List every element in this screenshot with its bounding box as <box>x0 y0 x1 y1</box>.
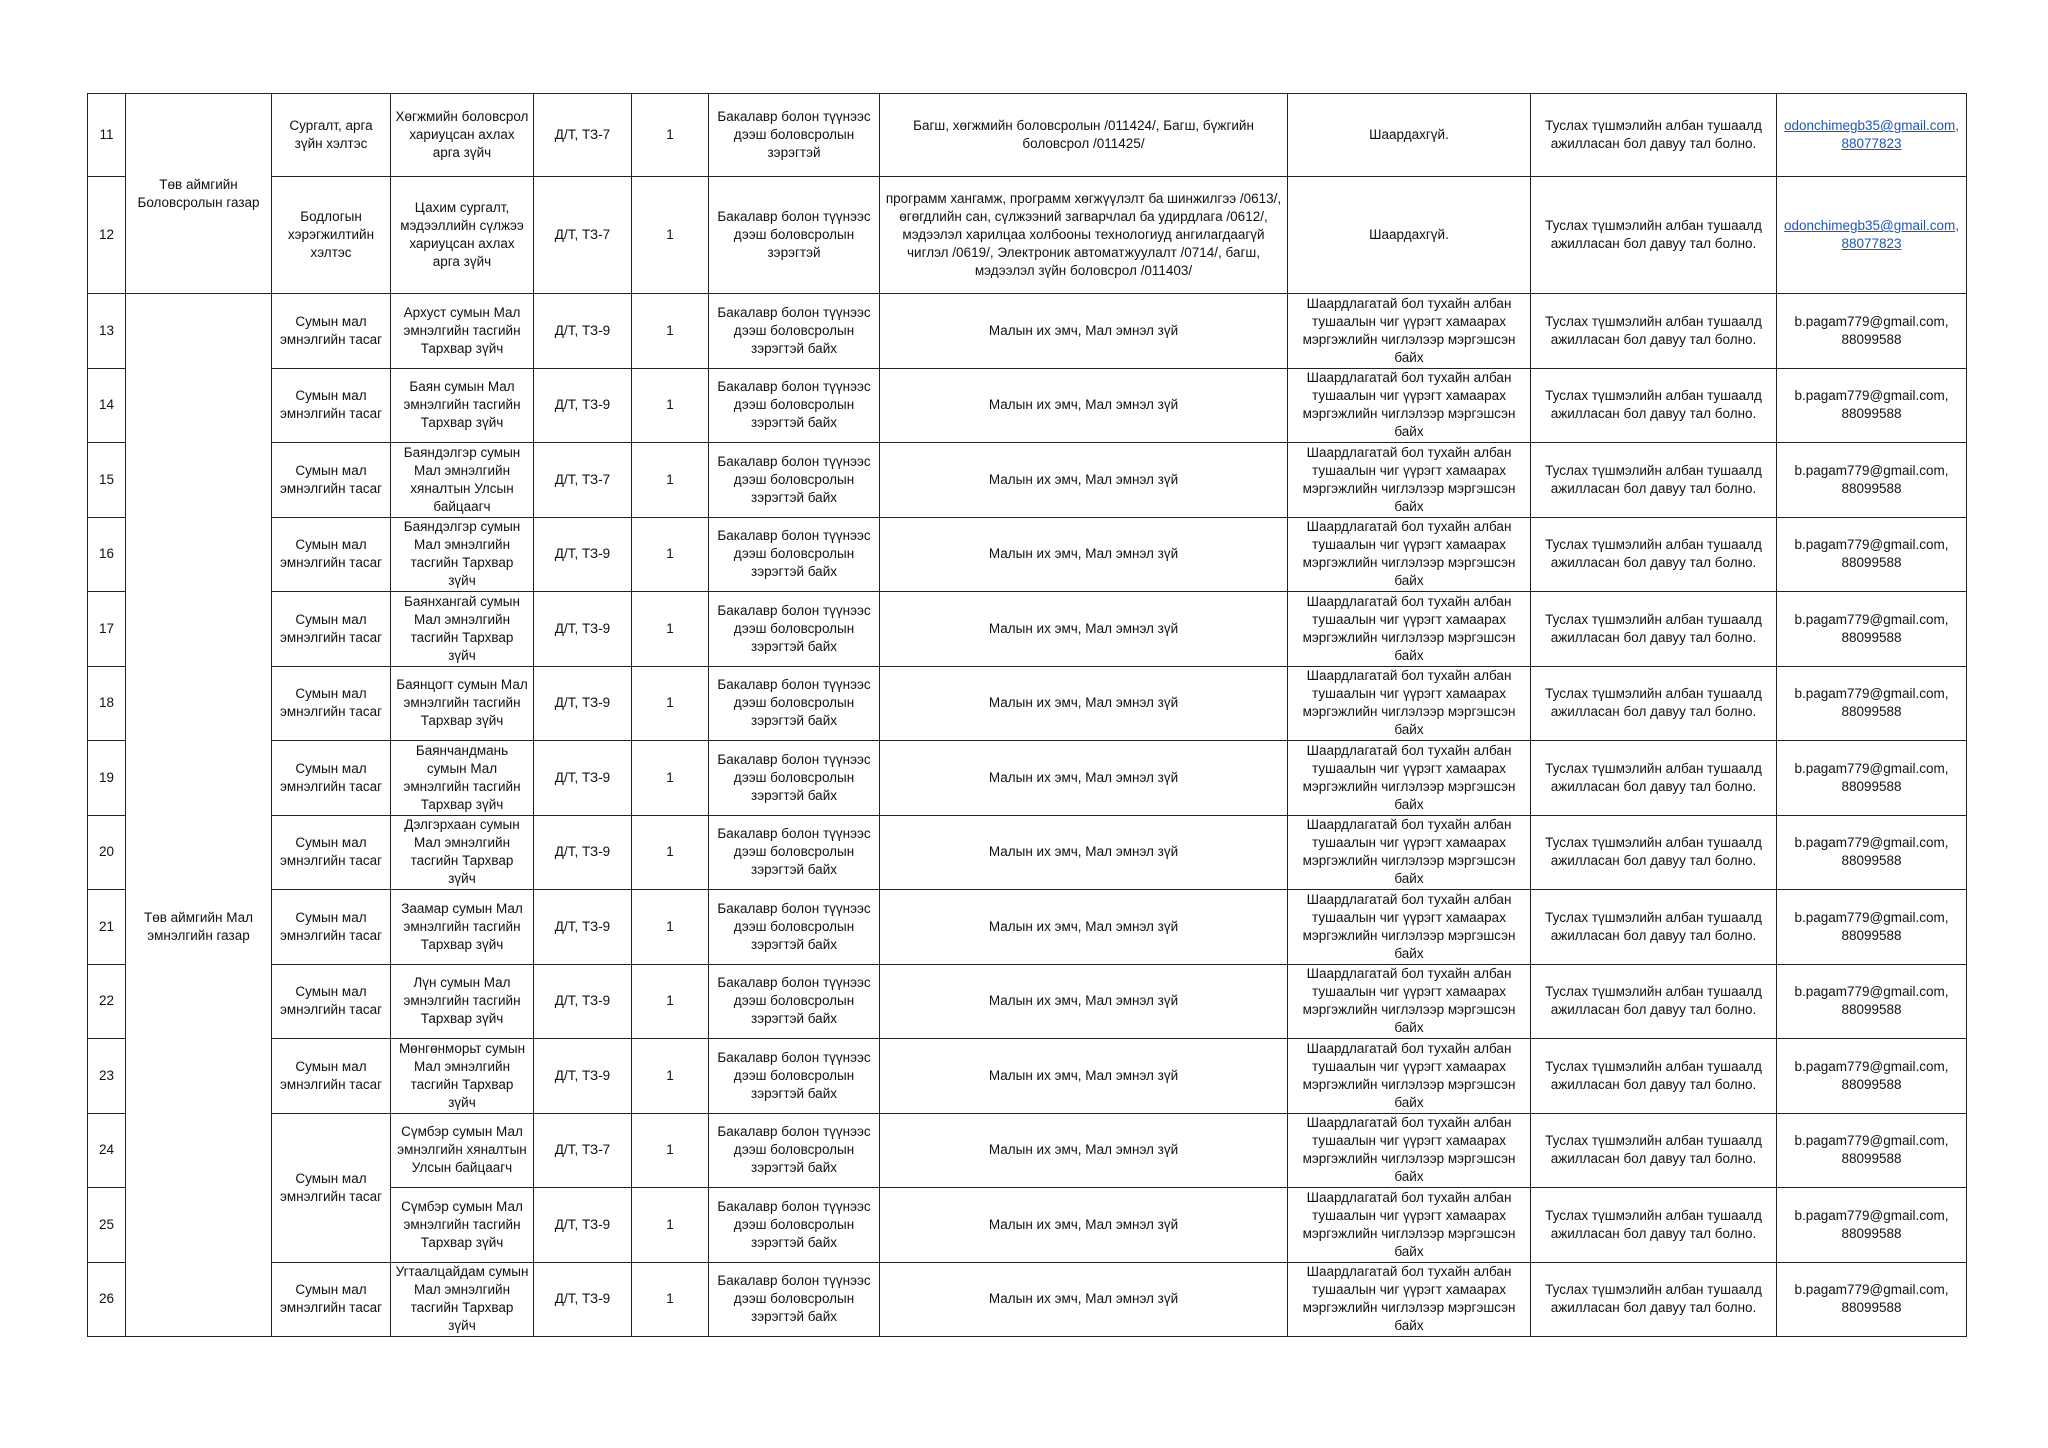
position-cell: Сүмбэр сумын Мал эмнэлгийн хяналтын Улсын байцаагч <box>391 1113 534 1188</box>
position-cell: Баяндэлгэр сумын Мал эмнэлгийн хяналтын Улсын байцаагч <box>391 443 534 518</box>
unit-cell: Сумын мал эмнэлгийн тасаг <box>272 294 391 369</box>
experience-cell: Туслах түшмэлийн албан тушаалд ажилласан бол давуу тал болно. <box>1531 1262 1777 1337</box>
organization-cell-empty <box>126 666 272 741</box>
table-row <box>88 592 1967 667</box>
contact-cell: b.pagam779@gmail.com, 88099588 <box>1777 517 1967 592</box>
qualification-cell: Шаардлагатай бол тухайн албан тушаалын чиг үүрэгт хамаарах мэргэжлийн чиглэлээр мэргэшсэн байх <box>1288 443 1531 518</box>
position-cell: Лүн сумын Мал эмнэлгийн тасгийн Тархвар зүйч <box>391 964 534 1039</box>
profession-cell: Малын их эмч, Мал эмнэл зүй <box>880 815 1288 890</box>
unit-cell: Сургалт, арга зүйн хэлтэс <box>272 94 391 177</box>
organization-cell-empty <box>126 1188 272 1263</box>
row-number: 17 <box>88 592 126 667</box>
profession-cell: Малын их эмч, Мал эмнэл зүй <box>880 1262 1288 1337</box>
unit-cell: Сумын мал эмнэлгийн тасаг <box>272 517 391 592</box>
qualification-cell: Шаардлагатай бол тухайн албан тушаалын чиг үүрэгт хамаарах мэргэжлийн чиглэлээр мэргэшсэн байх <box>1288 1039 1531 1114</box>
row-number: 16 <box>88 517 126 592</box>
table-row <box>88 517 1967 592</box>
profession-cell: Малын их эмч, Мал эмнэл зүй <box>880 443 1288 518</box>
count-cell: 1 <box>632 1039 709 1114</box>
count-cell: 1 <box>632 592 709 667</box>
rank-cell: Д/Т, ТЗ-9 <box>534 294 632 369</box>
profession-cell: Малын их эмч, Мал эмнэл зүй <box>880 741 1288 816</box>
unit-cell: Сумын мал эмнэлгийн тасаг <box>272 1262 391 1337</box>
education-cell: Бакалавр болон түүнээс дээш боловсролын зэрэгтэй байх <box>709 890 880 965</box>
organization-cell-empty <box>126 1039 272 1114</box>
contact-cell: b.pagam779@gmail.com, 88099588 <box>1777 1113 1967 1188</box>
education-cell: Бакалавр болон түүнээс дээш боловсролын зэрэгтэй байх <box>709 666 880 741</box>
count-cell: 1 <box>632 890 709 965</box>
position-cell: Цахим сургалт, мэдээллийн сүлжээ хариуцсан ахлах арга зүйч <box>391 177 534 294</box>
qualification-cell: Шаардлагатай бол тухайн албан тушаалын чиг үүрэгт хамаарах мэргэжлийн чиглэлээр мэргэшсэн байх <box>1288 1262 1531 1337</box>
qualification-cell: Шаардлагатай бол тухайн албан тушаалын чиг үүрэгт хамаарах мэргэжлийн чиглэлээр мэргэшсэн байх <box>1288 815 1531 890</box>
experience-cell: Туслах түшмэлийн албан тушаалд ажилласан бол давуу тал болно. <box>1531 1113 1777 1188</box>
row-number: 11 <box>88 94 126 177</box>
education-cell: Бакалавр болон түүнээс дээш боловсролын зэрэгтэй байх <box>709 1188 880 1263</box>
row-number: 25 <box>88 1188 126 1263</box>
table-row <box>88 294 1967 369</box>
rank-cell: Д/Т, ТЗ-9 <box>534 1039 632 1114</box>
row-number: 21 <box>88 890 126 965</box>
unit-cell: Сумын мал эмнэлгийн тасаг <box>272 1113 391 1262</box>
qualification-cell: Шаардлагатай бол тухайн албан тушаалын чиг үүрэгт хамаарах мэргэжлийн чиглэлээр мэргэшсэн байх <box>1288 592 1531 667</box>
position-cell: Сүмбэр сумын Мал эмнэлгийн тасгийн Тархвар зүйч <box>391 1188 534 1263</box>
profession-cell: Багш, хөгжмийн боловсролын /011424/, Багш, бүжгийн боловсрол /011425/ <box>880 94 1288 177</box>
organization-cell-empty <box>126 368 272 443</box>
experience-cell: Туслах түшмэлийн албан тушаалд ажилласан бол давуу тал болно. <box>1531 443 1777 518</box>
table-row <box>88 741 1967 816</box>
unit-cell: Сумын мал эмнэлгийн тасаг <box>272 741 391 816</box>
organization-cell-empty <box>126 741 272 816</box>
table-row <box>88 1039 1967 1114</box>
row-number: 22 <box>88 964 126 1039</box>
education-cell: Бакалавр болон түүнээс дээш боловсролын зэрэгтэй байх <box>709 443 880 518</box>
profession-cell: Малын их эмч, Мал эмнэл зүй <box>880 1188 1288 1263</box>
count-cell: 1 <box>632 964 709 1039</box>
count-cell: 1 <box>632 1188 709 1263</box>
experience-cell: Туслах түшмэлийн албан тушаалд ажилласан бол давуу тал болно. <box>1531 368 1777 443</box>
table-row <box>88 890 1967 965</box>
contact-cell: b.pagam779@gmail.com, 88099588 <box>1777 890 1967 965</box>
education-cell: Бакалавр болон түүнээс дээш боловсролын зэрэгтэй байх <box>709 1113 880 1188</box>
unit-cell: Сумын мал эмнэлгийн тасаг <box>272 443 391 518</box>
qualification-cell: Шаардлагатай бол тухайн албан тушаалын чиг үүрэгт хамаарах мэргэжлийн чиглэлээр мэргэшсэн байх <box>1288 741 1531 816</box>
count-cell: 1 <box>632 294 709 369</box>
position-cell: Архуст сумын Мал эмнэлгийн тасгийн Тархвар зүйч <box>391 294 534 369</box>
organization-cell-empty <box>126 1262 272 1337</box>
position-cell: Баянхангай сумын Мал эмнэлгийн тасгийн Тархвар зүйч <box>391 592 534 667</box>
education-cell: Бакалавр болон түүнээс дээш боловсролын зэрэгтэй байх <box>709 815 880 890</box>
rank-cell: Д/Т, ТЗ-9 <box>534 741 632 816</box>
unit-cell: Сумын мал эмнэлгийн тасаг <box>272 890 391 965</box>
table-row <box>88 1113 1967 1188</box>
contact-cell: b.pagam779@gmail.com, 88099588 <box>1777 443 1967 518</box>
organization-cell-empty <box>126 443 272 518</box>
rank-cell: Д/Т, ТЗ-7 <box>534 94 632 177</box>
table-row <box>88 815 1967 890</box>
position-cell: Заамар сумын Мал эмнэлгийн тасгийн Тархвар зүйч <box>391 890 534 965</box>
contact-cell: b.pagam779@gmail.com, 88099588 <box>1777 1262 1967 1337</box>
row-number: 18 <box>88 666 126 741</box>
experience-cell: Туслах түшмэлийн албан тушаалд ажилласан бол давуу тал болно. <box>1531 890 1777 965</box>
count-cell: 1 <box>632 741 709 816</box>
experience-cell: Туслах түшмэлийн албан тушаалд ажилласан бол давуу тал болно. <box>1531 294 1777 369</box>
rank-cell: Д/Т, ТЗ-9 <box>534 815 632 890</box>
row-number: 13 <box>88 294 126 369</box>
table-row <box>88 666 1967 741</box>
unit-cell: Бодлогын хэрэгжилтийн хэлтэс <box>272 177 391 294</box>
contact-cell: b.pagam779@gmail.com, 88099588 <box>1777 1188 1967 1263</box>
table-row <box>88 177 1967 294</box>
rank-cell: Д/Т, ТЗ-7 <box>534 443 632 518</box>
row-number: 14 <box>88 368 126 443</box>
profession-cell: Малын их эмч, Мал эмнэл зүй <box>880 890 1288 965</box>
unit-cell: Сумын мал эмнэлгийн тасаг <box>272 368 391 443</box>
contact-cell: b.pagam779@gmail.com, 88099588 <box>1777 815 1967 890</box>
experience-cell: Туслах түшмэлийн албан тушаалд ажилласан бол давуу тал болно. <box>1531 1188 1777 1263</box>
table-row <box>88 443 1967 518</box>
rank-cell: Д/Т, ТЗ-9 <box>534 666 632 741</box>
qualification-cell: Шаардлагатай бол тухайн албан тушаалын чиг үүрэгт хамаарах мэргэжлийн чиглэлээр мэргэшсэн байх <box>1288 890 1531 965</box>
unit-cell: Сумын мал эмнэлгийн тасаг <box>272 1039 391 1114</box>
experience-cell: Туслах түшмэлийн албан тушаалд ажилласан бол давуу тал болно. <box>1531 741 1777 816</box>
row-number: 23 <box>88 1039 126 1114</box>
experience-cell: Туслах түшмэлийн албан тушаалд ажилласан бол давуу тал болно. <box>1531 94 1777 177</box>
rank-cell: Д/Т, ТЗ-9 <box>534 368 632 443</box>
education-cell: Бакалавр болон түүнээс дээш боловсролын зэрэгтэй байх <box>709 592 880 667</box>
contact-cell: b.pagam779@gmail.com, 88099588 <box>1777 294 1967 369</box>
contact-cell: b.pagam779@gmail.com, 88099588 <box>1777 1039 1967 1114</box>
qualification-cell: Шаардлагатай бол тухайн албан тушаалын чиг үүрэгт хамаарах мэргэжлийн чиглэлээр мэргэшсэн байх <box>1288 294 1531 369</box>
count-cell: 1 <box>632 177 709 294</box>
profession-cell: Малын их эмч, Мал эмнэл зүй <box>880 666 1288 741</box>
qualification-cell: Шаардахгүй. <box>1288 177 1531 294</box>
organization-cell-empty <box>126 517 272 592</box>
rank-cell: Д/Т, ТЗ-9 <box>534 1188 632 1263</box>
experience-cell: Туслах түшмэлийн албан тушаалд ажилласан бол давуу тал болно. <box>1531 592 1777 667</box>
organization-cell-empty <box>126 1113 272 1188</box>
qualification-cell: Шаардлагатай бол тухайн албан тушаалын чиг үүрэгт хамаарах мэргэжлийн чиглэлээр мэргэшсэн байх <box>1288 368 1531 443</box>
row-number: 24 <box>88 1113 126 1188</box>
count-cell: 1 <box>632 517 709 592</box>
organization-cell: Төв аймгийн Боловсролын газар <box>126 94 272 294</box>
position-cell: Мөнгөнморьт сумын Мал эмнэлгийн тасгийн Тархвар зүйч <box>391 1039 534 1114</box>
education-cell: Бакалавр болон түүнээс дээш боловсролын зэрэгтэй байх <box>709 741 880 816</box>
education-cell: Бакалавр болон түүнээс дээш боловсролын зэрэгтэй <box>709 177 880 294</box>
rank-cell: Д/Т, ТЗ-9 <box>534 517 632 592</box>
table-row <box>88 368 1967 443</box>
organization-cell-empty <box>126 294 272 369</box>
education-cell: Бакалавр болон түүнээс дээш боловсролын зэрэгтэй байх <box>709 1039 880 1114</box>
table-row <box>88 94 1967 177</box>
education-cell: Бакалавр болон түүнээс дээш боловсролын зэрэгтэй байх <box>709 964 880 1039</box>
count-cell: 1 <box>632 815 709 890</box>
experience-cell: Туслах түшмэлийн албан тушаалд ажилласан бол давуу тал болно. <box>1531 517 1777 592</box>
unit-cell: Сумын мал эмнэлгийн тасаг <box>272 666 391 741</box>
rank-cell: Д/Т, ТЗ-7 <box>534 177 632 294</box>
position-cell: Дэлгэрхаан сумын Мал эмнэлгийн тасгийн Тархвар зүйч <box>391 815 534 890</box>
experience-cell: Туслах түшмэлийн албан тушаалд ажилласан бол давуу тал болно. <box>1531 666 1777 741</box>
row-number: 19 <box>88 741 126 816</box>
rank-cell: Д/Т, ТЗ-9 <box>534 890 632 965</box>
profession-cell: Малын их эмч, Мал эмнэл зүй <box>880 368 1288 443</box>
position-cell: Хөгжмийн боловсрол хариуцсан ахлах арга зүйч <box>391 94 534 177</box>
count-cell: 1 <box>632 666 709 741</box>
rank-cell: Д/Т, ТЗ-9 <box>534 1262 632 1337</box>
row-number: 12 <box>88 177 126 294</box>
contact-email-link[interactable]: odonchimegb35@gmail.com, 88077823 <box>1777 94 1967 177</box>
unit-cell: Сумын мал эмнэлгийн тасаг <box>272 592 391 667</box>
profession-cell: Малын их эмч, Мал эмнэл зүй <box>880 964 1288 1039</box>
organization-cell-empty <box>126 592 272 667</box>
organization-cell-empty <box>126 815 272 890</box>
qualification-cell: Шаардлагатай бол тухайн албан тушаалын чиг үүрэгт хамаарах мэргэжлийн чиглэлээр мэргэшсэн байх <box>1288 666 1531 741</box>
rank-cell: Д/Т, ТЗ-7 <box>534 1113 632 1188</box>
count-cell: 1 <box>632 1262 709 1337</box>
position-cell: Угтаалцайдам сумын Мал эмнэлгийн тасгийн Тархвар зүйч <box>391 1262 534 1337</box>
education-cell: Бакалавр болон түүнээс дээш боловсролын зэрэгтэй байх <box>709 517 880 592</box>
profession-cell: Малын их эмч, Мал эмнэл зүй <box>880 1039 1288 1114</box>
table-row <box>88 964 1967 1039</box>
count-cell: 1 <box>632 1113 709 1188</box>
position-cell: Баян сумын Мал эмнэлгийн тасгийн Тархвар зүйч <box>391 368 534 443</box>
experience-cell: Туслах түшмэлийн албан тушаалд ажилласан бол давуу тал болно. <box>1531 1039 1777 1114</box>
rank-cell: Д/Т, ТЗ-9 <box>534 964 632 1039</box>
qualification-cell: Шаардлагатай бол тухайн албан тушаалын чиг үүрэгт хамаарах мэргэжлийн чиглэлээр мэргэшсэн байх <box>1288 1113 1531 1188</box>
organization-cell-empty <box>126 964 272 1039</box>
contact-email-link[interactable]: odonchimegb35@gmail.com, 88077823 <box>1777 177 1967 294</box>
contact-cell: b.pagam779@gmail.com, 88099588 <box>1777 592 1967 667</box>
education-cell: Бакалавр болон түүнээс дээш боловсролын зэрэгтэй байх <box>709 294 880 369</box>
row-number: 26 <box>88 1262 126 1337</box>
experience-cell: Туслах түшмэлийн албан тушаалд ажилласан бол давуу тал болно. <box>1531 964 1777 1039</box>
profession-cell: Малын их эмч, Мал эмнэл зүй <box>880 294 1288 369</box>
row-number: 20 <box>88 815 126 890</box>
profession-cell: Малын их эмч, Мал эмнэл зүй <box>880 592 1288 667</box>
qualification-cell: Шаардлагатай бол тухайн албан тушаалын чиг үүрэгт хамаарах мэргэжлийн чиглэлээр мэргэшсэн байх <box>1288 517 1531 592</box>
qualification-cell: Шаардлагатай бол тухайн албан тушаалын чиг үүрэгт хамаарах мэргэжлийн чиглэлээр мэргэшсэн байх <box>1288 964 1531 1039</box>
count-cell: 1 <box>632 443 709 518</box>
position-cell: Баянчандмань сумын Мал эмнэлгийн тасгийн Тархвар зүйч <box>391 741 534 816</box>
contact-cell: b.pagam779@gmail.com, 88099588 <box>1777 368 1967 443</box>
organization-cell: Төв аймгийн Мал эмнэлгийн газар <box>126 890 272 965</box>
position-cell: Баянцогт сумын Мал эмнэлгийн тасгийн Тархвар зүйч <box>391 666 534 741</box>
rank-cell: Д/Т, ТЗ-9 <box>534 592 632 667</box>
vacancy-table <box>87 93 1967 1337</box>
profession-cell: Малын их эмч, Мал эмнэл зүй <box>880 1113 1288 1188</box>
contact-cell: b.pagam779@gmail.com, 88099588 <box>1777 741 1967 816</box>
unit-cell: Сумын мал эмнэлгийн тасаг <box>272 815 391 890</box>
count-cell: 1 <box>632 368 709 443</box>
education-cell: Бакалавр болон түүнээс дээш боловсролын зэрэгтэй <box>709 94 880 177</box>
contact-cell: b.pagam779@gmail.com, 88099588 <box>1777 666 1967 741</box>
qualification-cell: Шаардлагатай бол тухайн албан тушаалын чиг үүрэгт хамаарах мэргэжлийн чиглэлээр мэргэшсэн байх <box>1288 1188 1531 1263</box>
experience-cell: Туслах түшмэлийн албан тушаалд ажилласан бол давуу тал болно. <box>1531 815 1777 890</box>
count-cell: 1 <box>632 94 709 177</box>
experience-cell: Туслах түшмэлийн албан тушаалд ажилласан бол давуу тал болно. <box>1531 177 1777 294</box>
profession-cell: программ хангамж, программ хөгжүүлэлт ба шинжилгээ /0613/, өгөгдлийн сан, сүлжээний загварчлал ба удирдлага /0612/, мэдээлэл харилцаа холбооны технологиуд ангилагдаагүй чиглэл /0619/, Электроник автоматжуулалт /0714/, багш, мэдээлэл зүйн боловсрол /011403/ <box>880 177 1288 294</box>
table-row <box>88 1262 1967 1337</box>
education-cell: Бакалавр болон түүнээс дээш боловсролын зэрэгтэй байх <box>709 1262 880 1337</box>
contact-cell: b.pagam779@gmail.com, 88099588 <box>1777 964 1967 1039</box>
profession-cell: Малын их эмч, Мал эмнэл зүй <box>880 517 1288 592</box>
row-number: 15 <box>88 443 126 518</box>
qualification-cell: Шаардахгүй. <box>1288 94 1531 177</box>
education-cell: Бакалавр болон түүнээс дээш боловсролын зэрэгтэй байх <box>709 368 880 443</box>
unit-cell: Сумын мал эмнэлгийн тасаг <box>272 964 391 1039</box>
position-cell: Баяндэлгэр сумын Мал эмнэлгийн тасгийн Тархвар зүйч <box>391 517 534 592</box>
